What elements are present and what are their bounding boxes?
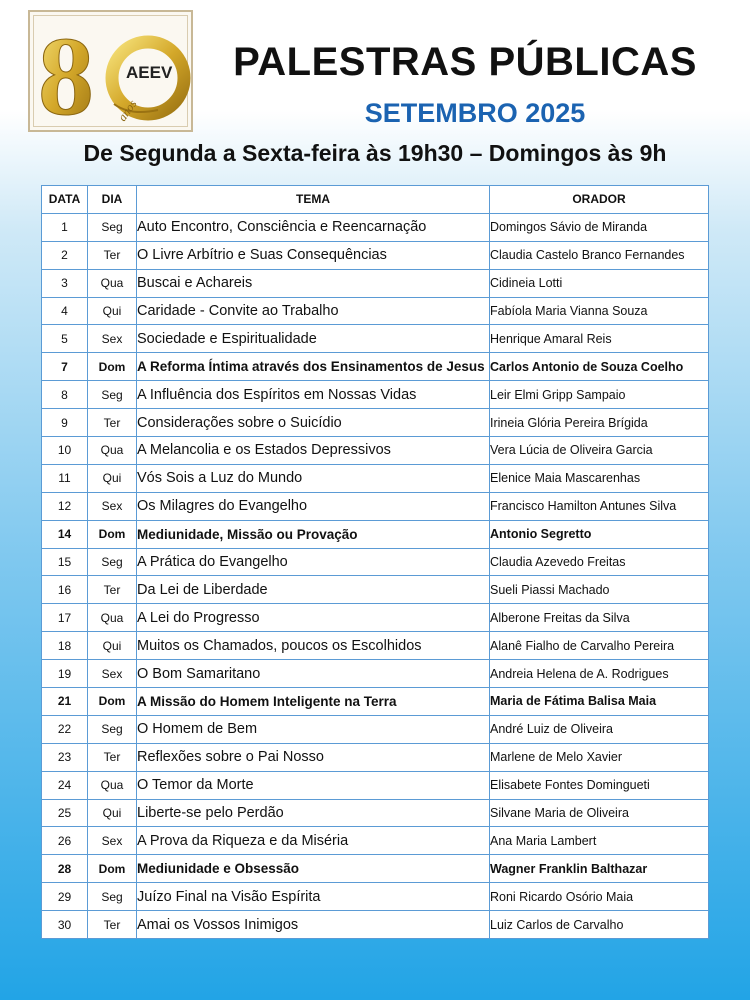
cell-dia: Dom (88, 688, 137, 716)
cell-data: 30 (42, 911, 88, 939)
cell-data: 1 (42, 213, 88, 241)
cell-orador: Carlos Antonio de Souza Coelho (490, 353, 709, 381)
cell-tema: A Influência dos Espíritos em Nossas Vidas (137, 381, 490, 409)
cell-dia: Qui (88, 799, 137, 827)
cell-data: 26 (42, 827, 88, 855)
cell-tema: Amai os Vossos Inimigos (137, 911, 490, 939)
cell-data: 10 (42, 437, 88, 465)
cell-orador: Cidineia Lotti (490, 269, 709, 297)
cell-dia: Qua (88, 437, 137, 465)
cell-orador: Antonio Segretto (490, 520, 709, 548)
cell-data: 11 (42, 464, 88, 492)
table-row (42, 464, 709, 492)
cell-data: 5 (42, 325, 88, 353)
cell-tema: Liberte-se pelo Perdão (137, 799, 490, 827)
cell-dia: Dom (88, 353, 137, 381)
table-row (42, 715, 709, 743)
cell-data: 22 (42, 715, 88, 743)
cell-tema: Muitos os Chamados, poucos os Escolhidos (137, 632, 490, 660)
table-row (42, 381, 709, 409)
schedule-line: De Segunda a Sexta-feira às 19h30 – Domingos às 9h (83, 140, 667, 166)
logo-word: anos (114, 97, 140, 124)
cell-orador: Andreia Helena de A. Rodrigues (490, 660, 709, 688)
cell-tema: A Prática do Evangelho (137, 548, 490, 576)
table-row (42, 688, 709, 716)
cell-data: 28 (42, 855, 88, 883)
cell-orador: Vera Lúcia de Oliveira Garcia (490, 437, 709, 465)
table-row (42, 743, 709, 771)
cell-tema: Auto Encontro, Consciência e Reencarnação (137, 213, 490, 241)
table-row (42, 660, 709, 688)
cell-tema: O Livre Arbítrio e Suas Consequências (137, 241, 490, 269)
table-row (42, 297, 709, 325)
cell-data: 17 (42, 604, 88, 632)
cell-data: 23 (42, 743, 88, 771)
cell-tema: Os Milagres do Evangelho (137, 492, 490, 520)
cell-tema: Mediunidade e Obsessão (137, 855, 490, 883)
table-row (42, 213, 709, 241)
cell-data: 2 (42, 241, 88, 269)
cell-data: 19 (42, 660, 88, 688)
cell-tema: Considerações sobre o Suicídio (137, 409, 490, 437)
month-subtitle: SETEMBRO 2025 (364, 98, 586, 128)
cell-dia: Seg (88, 883, 137, 911)
cell-tema: Juízo Final na Visão Espírita (137, 883, 490, 911)
cell-tema: A Melancolia e os Estados Depressivos (137, 437, 490, 465)
cell-data: 18 (42, 632, 88, 660)
table-row (42, 911, 709, 939)
cell-orador: Wagner Franklin Balthazar (490, 855, 709, 883)
cell-orador: Luiz Carlos de Carvalho (490, 911, 709, 939)
cell-tema: A Reforma Íntima através dos Ensinamentos de Jesus (137, 353, 490, 381)
cell-orador: Silvane Maria de Oliveira (490, 799, 709, 827)
cell-dia: Seg (88, 381, 137, 409)
table-row (42, 409, 709, 437)
cell-dia: Qui (88, 297, 137, 325)
col-header-tema: TEMA (137, 186, 490, 214)
cell-orador: Roni Ricardo Osório Maia (490, 883, 709, 911)
col-header-data: DATA (42, 186, 88, 214)
cell-orador: Alberone Freitas da Silva (490, 604, 709, 632)
cell-tema: A Missão do Homem Inteligente na Terra (137, 688, 490, 716)
page-title: PALESTRAS PÚBLICAS (233, 40, 697, 84)
cell-orador: Fabíola Maria Vianna Souza (490, 297, 709, 325)
cell-orador: André Luiz de Oliveira (490, 715, 709, 743)
table-row (42, 492, 709, 520)
cell-orador: Alanê Fialho de Carvalho Pereira (490, 632, 709, 660)
cell-dia: Sex (88, 325, 137, 353)
logo-emblem (30, 12, 191, 130)
cell-data: 15 (42, 548, 88, 576)
cell-dia: Qui (88, 464, 137, 492)
cell-dia: Ter (88, 409, 137, 437)
cell-dia: Qua (88, 604, 137, 632)
cell-dia: Ter (88, 743, 137, 771)
cell-tema: Caridade - Convite ao Trabalho (137, 297, 490, 325)
cell-orador: Maria de Fátima Balisa Maia (490, 688, 709, 716)
cell-data: 7 (42, 353, 88, 381)
logo-org: AEEV (126, 63, 173, 82)
cell-orador: Ana Maria Lambert (490, 827, 709, 855)
table-row (42, 269, 709, 297)
cell-orador: Francisco Hamilton Antunes Silva (490, 492, 709, 520)
table-row (42, 576, 709, 604)
cell-data: 8 (42, 381, 88, 409)
table-row (42, 353, 709, 381)
cell-data: 25 (42, 799, 88, 827)
table-row (42, 771, 709, 799)
cell-dia: Qui (88, 632, 137, 660)
cell-orador: Irineia Glória Pereira Brígida (490, 409, 709, 437)
cell-orador: Claudia Castelo Branco Fernandes (490, 241, 709, 269)
cell-tema: A Lei do Progresso (137, 604, 490, 632)
cell-dia: Sex (88, 492, 137, 520)
cell-dia: Seg (88, 548, 137, 576)
cell-data: 9 (42, 409, 88, 437)
cell-orador: Sueli Piassi Machado (490, 576, 709, 604)
cell-orador: Elenice Maia Mascarenhas (490, 464, 709, 492)
cell-data: 16 (42, 576, 88, 604)
cell-tema: O Homem de Bem (137, 715, 490, 743)
cell-tema: Buscai e Achareis (137, 269, 490, 297)
col-header-orador: ORADOR (490, 186, 709, 214)
cell-tema: Vós Sois a Luz do Mundo (137, 464, 490, 492)
cell-dia: Seg (88, 213, 137, 241)
cell-dia: Seg (88, 715, 137, 743)
table-row (42, 437, 709, 465)
cell-data: 14 (42, 520, 88, 548)
table-row (42, 799, 709, 827)
cell-orador: Claudia Azevedo Freitas (490, 548, 709, 576)
cell-tema: Reflexões sobre o Pai Nosso (137, 743, 490, 771)
table-row (42, 827, 709, 855)
table-row (42, 548, 709, 576)
cell-data: 3 (42, 269, 88, 297)
logo-numeral: 8 (38, 15, 94, 130)
cell-orador: Henrique Amaral Reis (490, 325, 709, 353)
cell-dia: Sex (88, 660, 137, 688)
table-row (42, 883, 709, 911)
table-row (42, 632, 709, 660)
table-body (42, 213, 709, 938)
cell-orador: Marlene de Melo Xavier (490, 743, 709, 771)
cell-data: 24 (42, 771, 88, 799)
cell-tema: Sociedade e Espiritualidade (137, 325, 490, 353)
cell-orador: Elisabete Fontes Domingueti (490, 771, 709, 799)
cell-tema: O Bom Samaritano (137, 660, 490, 688)
cell-dia: Qua (88, 771, 137, 799)
cell-tema: Da Lei de Liberdade (137, 576, 490, 604)
table-row (42, 520, 709, 548)
cell-dia: Ter (88, 911, 137, 939)
cell-orador: Leir Elmi Gripp Sampaio (490, 381, 709, 409)
cell-tema: Mediunidade, Missão ou Provação (137, 520, 490, 548)
cell-data: 4 (42, 297, 88, 325)
cell-data: 29 (42, 883, 88, 911)
cell-dia: Dom (88, 855, 137, 883)
lectures-table (41, 185, 709, 939)
cell-orador: Domingos Sávio de Miranda (490, 213, 709, 241)
table-header-row (42, 186, 709, 214)
aeev-80-anos-logo (28, 10, 193, 132)
cell-dia: Ter (88, 241, 137, 269)
cell-data: 12 (42, 492, 88, 520)
cell-tema: A Prova da Riqueza e da Miséria (137, 827, 490, 855)
col-header-dia: DIA (88, 186, 137, 214)
table-row (42, 241, 709, 269)
cell-dia: Qua (88, 269, 137, 297)
cell-data: 21 (42, 688, 88, 716)
table-row (42, 604, 709, 632)
table-row (42, 325, 709, 353)
cell-tema: O Temor da Morte (137, 771, 490, 799)
cell-dia: Ter (88, 576, 137, 604)
cell-dia: Dom (88, 520, 137, 548)
cell-dia: Sex (88, 827, 137, 855)
table-row (42, 855, 709, 883)
